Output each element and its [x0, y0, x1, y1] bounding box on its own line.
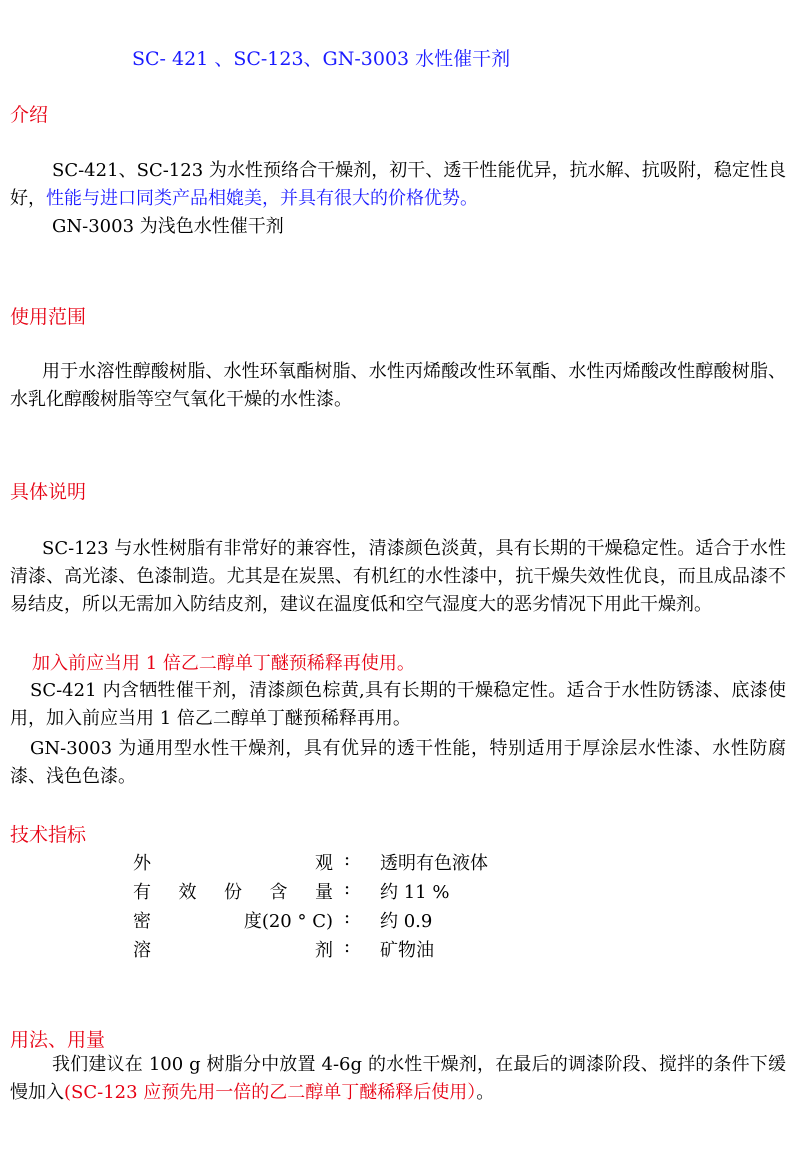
document-title: SC- 421 、SC-123、GN-3003 水性催干剂 [132, 48, 511, 70]
intro-heading: 介绍 [10, 104, 49, 126]
spec-label-char: 观 [315, 853, 333, 874]
details-sc421-paragraph: SC-421 内含牺牲催干剂，清漆颜色棕黄,具有长期的干燥稳定性。适合于水性防锈漆、底漆使用，加入前应当用 1 倍乙二醇单丁醚预稀释再用。 [10, 680, 786, 729]
scope-paragraph: 用于水溶性醇酸树脂、水性环氧酯树脂、水性丙烯酸改性环氧酯、水性丙烯酸改性醇酸树脂、水乳化醇酸树脂等空气氧化干燥的水性漆。 [10, 361, 786, 410]
details-sc123-paragraph: SC-123 与水性树脂有非常好的兼容性，清漆颜色淡黄，具有长期的干燥稳定性。适合于水性清漆、高光漆、色漆制造。尤其是在炭黑、有机红的水性漆中，抗干燥失效性优良，而且成品漆不易结皮，所以无需加入防结皮剂，建议在温度低和空气湿度大的恶劣情况下用此干燥剂。 [10, 538, 786, 615]
intro-gn3003-text: GN-3003 为浅色水性催干剂 [52, 216, 284, 237]
spec-label-char: 量 [315, 882, 333, 903]
spec-value: 透明有色液体 [380, 853, 488, 874]
spec-label [133, 878, 333, 904]
spec-label [133, 907, 333, 933]
spec-colon: : [344, 849, 351, 870]
usage-text: 我们建议在 100 g 树脂分中放置 4-6g 的水性干燥剂，在最后的调漆阶段、搅拌的条件下缓慢加入 [10, 1054, 786, 1103]
spec-value: 矿物油 [380, 940, 434, 961]
usage-text-end: 。 [476, 1082, 495, 1103]
spec-label [133, 936, 333, 962]
scope-heading: 使用范围 [10, 306, 87, 328]
spec-colon: : [344, 907, 351, 928]
spec-label-char: 溶 [133, 940, 151, 961]
spec-label-char: 效 [178, 882, 197, 903]
details-dilution-note: 加入前应当用 1 倍乙二醇单丁醚预稀释再使用。 [32, 653, 415, 674]
intro-paragraph [10, 157, 786, 213]
intro-highlight-text: 性能与进口同类产品相媲美，并具有很大的价格优势。 [46, 188, 478, 209]
spec-colon: : [344, 936, 351, 957]
spec-label-char: 含 [269, 882, 288, 903]
details-heading: 具体说明 [10, 481, 87, 503]
usage-highlight-text: (SC-123 应预先用一倍的乙二醇单丁醚稀释后使用） [64, 1082, 477, 1103]
specs-heading: 技术指标 [10, 824, 87, 846]
spec-label-char: 剂 [315, 940, 333, 961]
spec-label-char: 份 [224, 882, 242, 903]
spec-label [133, 849, 333, 875]
details-gn3003-paragraph: GN-3003 为通用型水性干燥剂，具有优异的透干性能，特别适用于厚涂层水性漆、水性防腐漆、浅色色漆。 [10, 738, 786, 787]
spec-label-char: 密 [133, 911, 151, 932]
usage-paragraph [10, 1051, 786, 1107]
spec-value: 约 0.9 [380, 911, 433, 932]
spec-label-char: 外 [133, 853, 151, 874]
spec-label-char: 有 [133, 882, 151, 903]
spec-label-char: 度(20 ° C) [243, 911, 333, 932]
usage-heading: 用法、用量 [10, 1029, 106, 1051]
intro-text: SC-421、SC-123 为水性预络合干燥剂，初干、透干性能优异，抗水解、抗吸附，稳定性良好， [10, 160, 786, 209]
spec-colon: : [344, 878, 351, 899]
spec-value: 约 11 % [380, 882, 450, 903]
